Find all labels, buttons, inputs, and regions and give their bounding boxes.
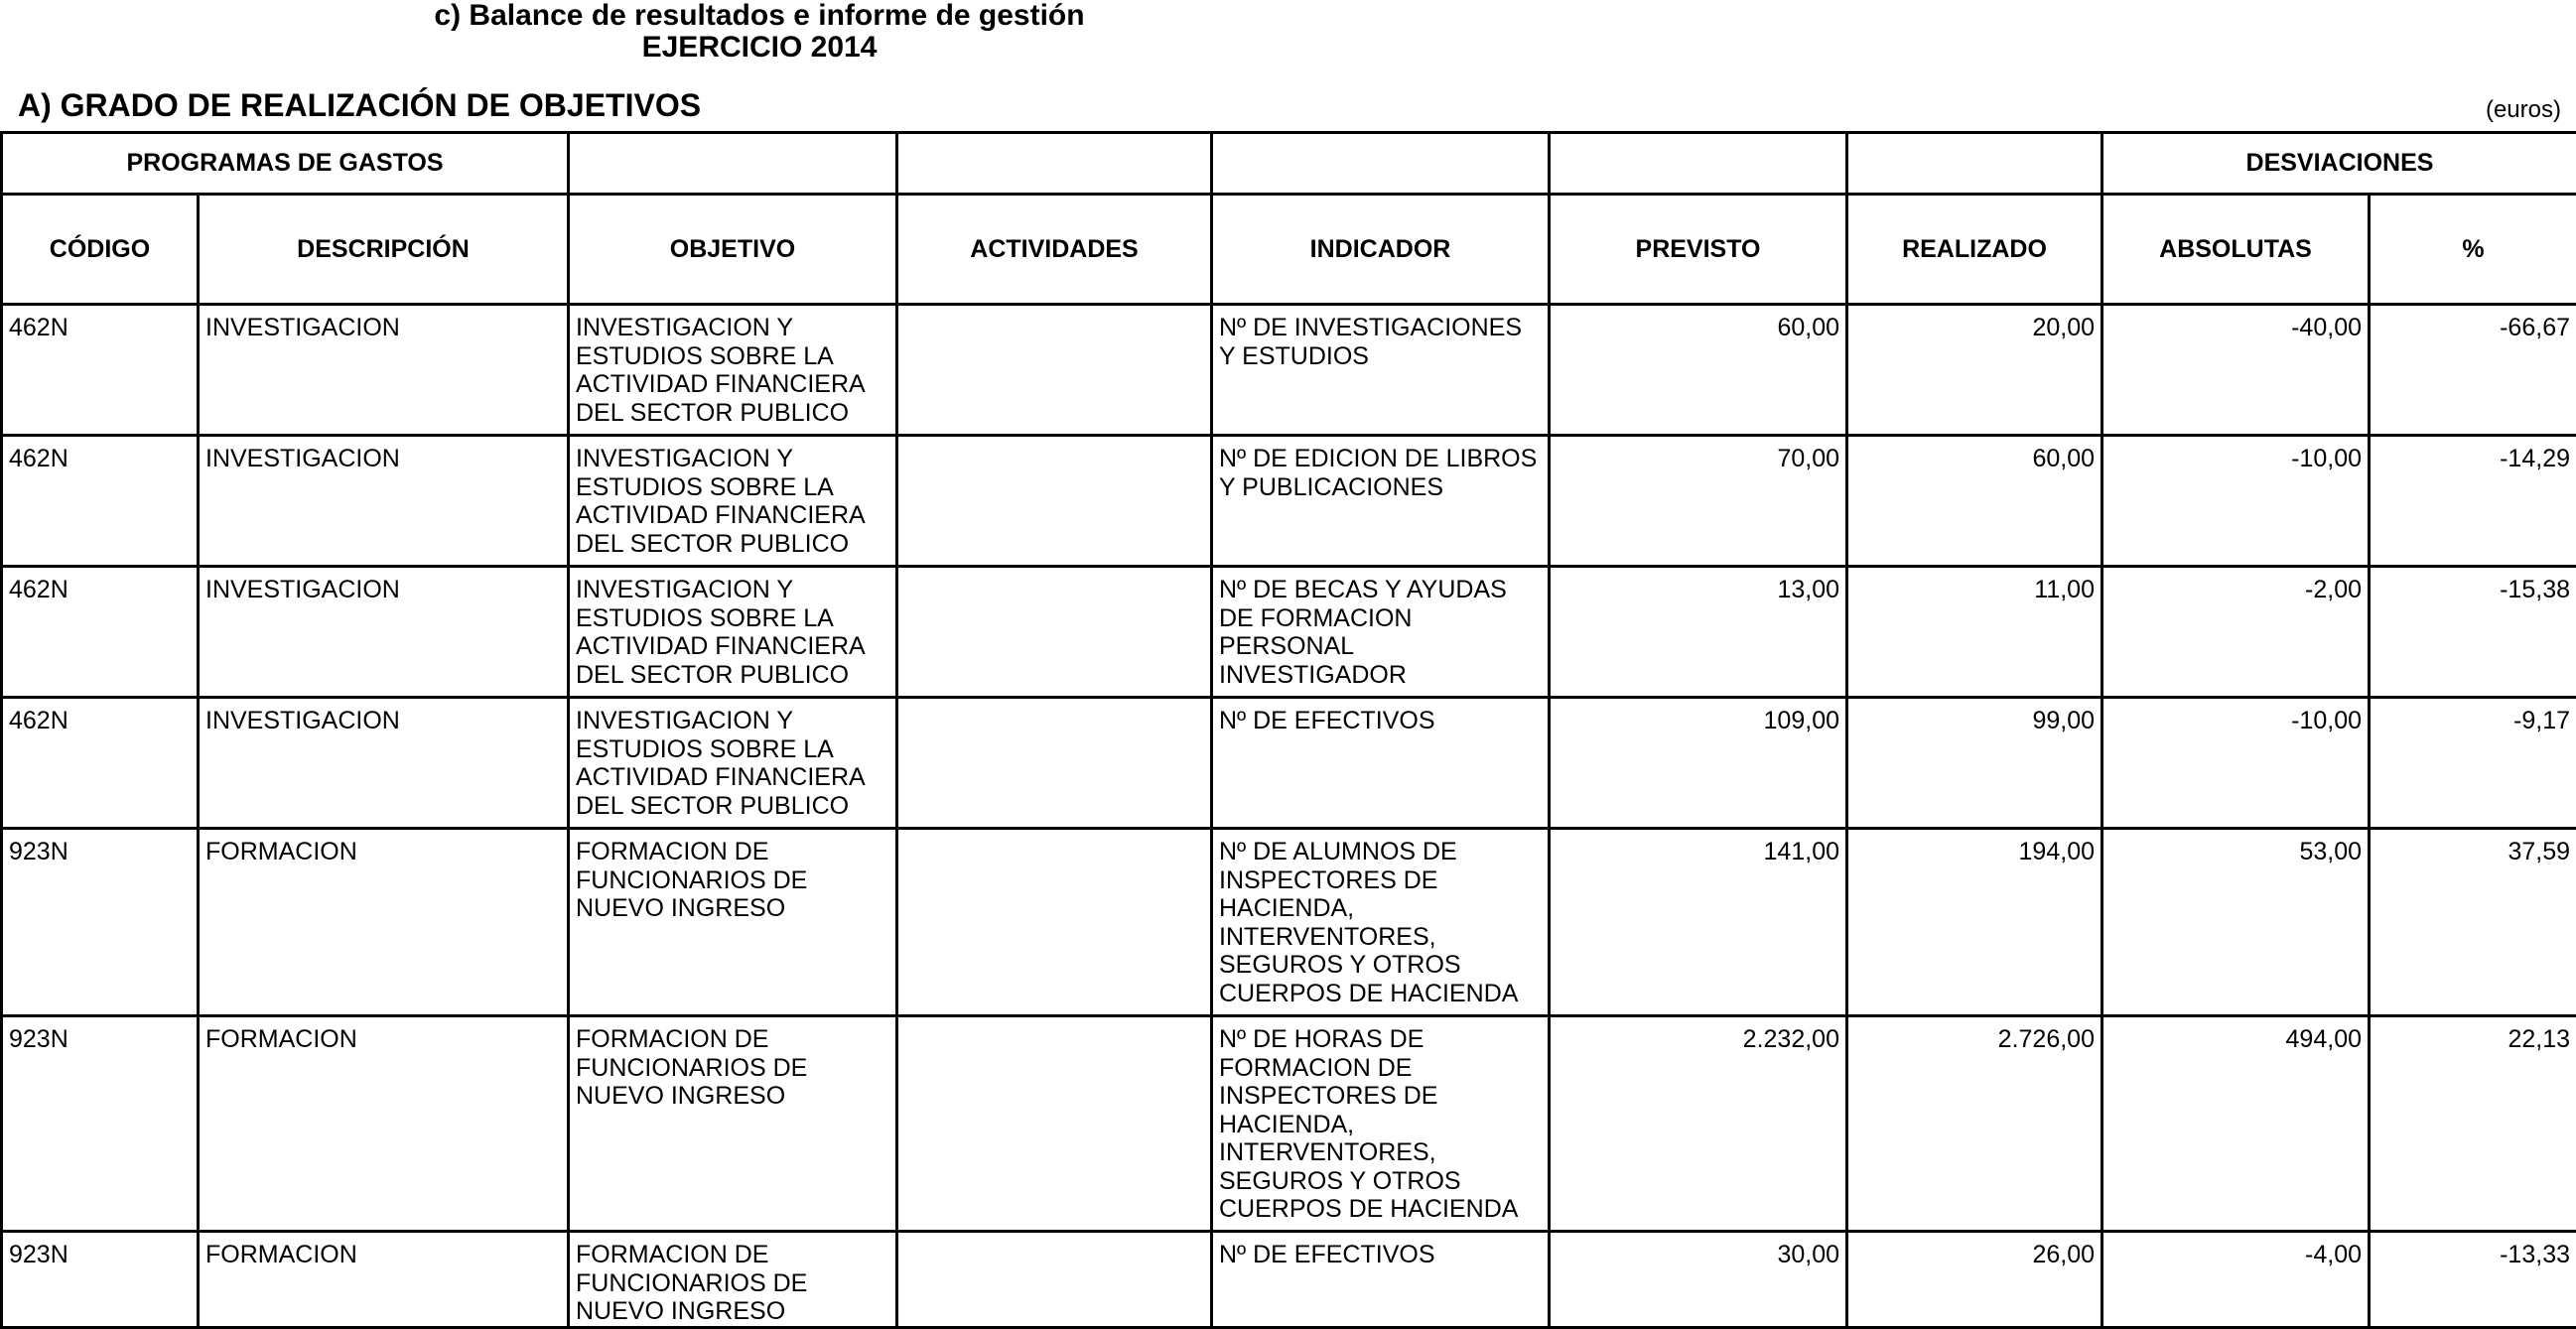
empty-group-header-objetivo: [569, 133, 897, 195]
cell-codigo: 462N: [2, 567, 199, 698]
cell-codigo: 923N: [2, 1016, 199, 1232]
cell-actividades: [897, 567, 1212, 698]
col-header-actividades: ACTIVIDADES: [897, 195, 1212, 305]
table-row: [2, 1232, 2576, 1328]
objectives-table: [0, 131, 2576, 1329]
cell-descripcion: INVESTIGACION: [199, 305, 569, 436]
cell-descripcion: FORMACION: [199, 1016, 569, 1232]
col-header-descripcion: DESCRIPCIÓN: [199, 195, 569, 305]
programas-group-header: PROGRAMAS DE GASTOS: [2, 133, 569, 195]
cell-previsto: 60,00: [1550, 305, 1847, 436]
cell-objetivo: INVESTIGACION Y ESTUDIOS SOBRE LA ACTIVIDAD FINANCIERA DEL SECTOR PUBLICO: [569, 567, 897, 698]
table-row: [2, 1016, 2576, 1232]
cell-realizado: 99,00: [1847, 698, 2102, 829]
cell-absolutas: -2,00: [2102, 567, 2370, 698]
cell-descripcion: INVESTIGACION: [199, 567, 569, 698]
document-title: [0, 0, 1519, 64]
cell-realizado: 20,00: [1847, 305, 2102, 436]
cell-actividades: [897, 305, 1212, 436]
cell-previsto: 13,00: [1550, 567, 1847, 698]
cell-previsto: 141,00: [1550, 829, 1847, 1016]
cell-indicador: Nº DE HORAS DE FORMACION DE INSPECTORES DE HACIENDA, INTERVENTORES, SEGUROS Y OTROS CUERPOS DE HACIENDA: [1212, 1016, 1550, 1232]
cell-absolutas: -40,00: [2102, 305, 2370, 436]
empty-group-header-actividades: [897, 133, 1212, 195]
col-header-indicador: INDICADOR: [1212, 195, 1550, 305]
table-row: [2, 305, 2576, 436]
cell-previsto: 30,00: [1550, 1232, 1847, 1328]
cell-indicador: Nº DE EFECTIVOS: [1212, 1232, 1550, 1328]
cell-previsto: 2.232,00: [1550, 1016, 1847, 1232]
cell-previsto: 70,00: [1550, 436, 1847, 567]
cell-absolutas: 494,00: [2102, 1016, 2370, 1232]
title-line-2: EJERCICIO 2014: [0, 32, 1519, 64]
col-header-absolutas: ABSOLUTAS: [2102, 195, 2370, 305]
cell-porcentaje: -66,67: [2370, 305, 2576, 436]
cell-porcentaje: -14,29: [2370, 436, 2576, 567]
units-label: (euros): [2486, 95, 2561, 125]
cell-absolutas: -10,00: [2102, 436, 2370, 567]
cell-actividades: [897, 698, 1212, 829]
desviaciones-group-header: DESVIACIONES: [2102, 133, 2576, 195]
section-title: A) GRADO DE REALIZACIÓN DE OBJETIVOS: [18, 85, 701, 125]
col-header-porcentaje: %: [2370, 195, 2576, 305]
column-header-row: [2, 195, 2576, 305]
cell-descripcion: INVESTIGACION: [199, 436, 569, 567]
cell-descripcion: FORMACION: [199, 829, 569, 1016]
cell-previsto: 109,00: [1550, 698, 1847, 829]
cell-objetivo: INVESTIGACION Y ESTUDIOS SOBRE LA ACTIVIDAD FINANCIERA DEL SECTOR PUBLICO: [569, 436, 897, 567]
cell-realizado: 11,00: [1847, 567, 2102, 698]
cell-objetivo: FORMACION DE FUNCIONARIOS DE NUEVO INGRESO: [569, 1232, 897, 1328]
cell-porcentaje: -9,17: [2370, 698, 2576, 829]
cell-actividades: [897, 436, 1212, 567]
cell-actividades: [897, 829, 1212, 1016]
cell-codigo: 462N: [2, 436, 199, 567]
cell-objetivo: FORMACION DE FUNCIONARIOS DE NUEVO INGRESO: [569, 829, 897, 1016]
cell-objetivo: INVESTIGACION Y ESTUDIOS SOBRE LA ACTIVIDAD FINANCIERA DEL SECTOR PUBLICO: [569, 305, 897, 436]
cell-objetivo: INVESTIGACION Y ESTUDIOS SOBRE LA ACTIVIDAD FINANCIERA DEL SECTOR PUBLICO: [569, 698, 897, 829]
cell-porcentaje: 22,13: [2370, 1016, 2576, 1232]
cell-objetivo: FORMACION DE FUNCIONARIOS DE NUEVO INGRESO: [569, 1016, 897, 1232]
cell-absolutas: -4,00: [2102, 1232, 2370, 1328]
cell-indicador: Nº DE BECAS Y AYUDAS DE FORMACION PERSONAL INVESTIGADOR: [1212, 567, 1550, 698]
cell-actividades: [897, 1232, 1212, 1328]
cell-codigo: 462N: [2, 698, 199, 829]
cell-realizado: 60,00: [1847, 436, 2102, 567]
col-header-previsto: PREVISTO: [1550, 195, 1847, 305]
table-row: [2, 698, 2576, 829]
cell-porcentaje: 37,59: [2370, 829, 2576, 1016]
table-row: [2, 567, 2576, 698]
cell-indicador: Nº DE EFECTIVOS: [1212, 698, 1550, 829]
title-line-1: c) Balance de resultados e informe de gestión: [0, 0, 1519, 32]
table-row: [2, 829, 2576, 1016]
cell-descripcion: INVESTIGACION: [199, 698, 569, 829]
cell-indicador: Nº DE EDICION DE LIBROS Y PUBLICACIONES: [1212, 436, 1550, 567]
group-header-row: [2, 133, 2576, 195]
col-header-objetivo: OBJETIVO: [569, 195, 897, 305]
cell-realizado: 26,00: [1847, 1232, 2102, 1328]
table-row: [2, 436, 2576, 567]
cell-codigo: 462N: [2, 305, 199, 436]
col-header-codigo: CÓDIGO: [2, 195, 199, 305]
empty-group-header-previsto: [1550, 133, 1847, 195]
cell-absolutas: 53,00: [2102, 829, 2370, 1016]
cell-codigo: 923N: [2, 829, 199, 1016]
cell-realizado: 194,00: [1847, 829, 2102, 1016]
cell-indicador: Nº DE ALUMNOS DE INSPECTORES DE HACIENDA, INTERVENTORES, SEGUROS Y OTROS CUERPOS DE HACIENDA: [1212, 829, 1550, 1016]
cell-realizado: 2.726,00: [1847, 1016, 2102, 1232]
empty-group-header-realizado: [1847, 133, 2102, 195]
cell-codigo: 923N: [2, 1232, 199, 1328]
empty-group-header-indicador: [1212, 133, 1550, 195]
cell-porcentaje: -15,38: [2370, 567, 2576, 698]
col-header-realizado: REALIZADO: [1847, 195, 2102, 305]
cell-porcentaje: -13,33: [2370, 1232, 2576, 1328]
cell-indicador: Nº DE INVESTIGACIONES Y ESTUDIOS: [1212, 305, 1550, 436]
cell-absolutas: -10,00: [2102, 698, 2370, 829]
cell-actividades: [897, 1016, 1212, 1232]
cell-descripcion: FORMACION: [199, 1232, 569, 1328]
